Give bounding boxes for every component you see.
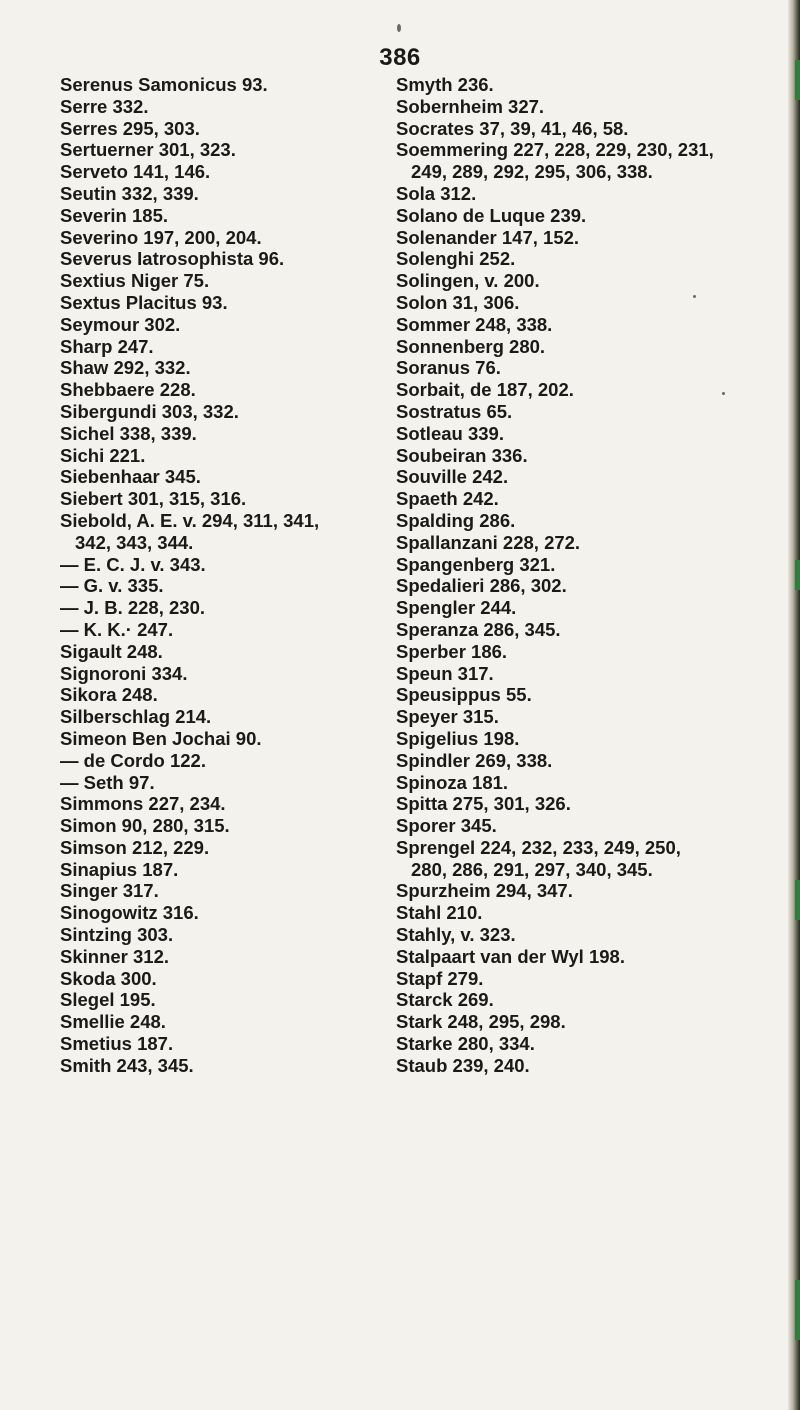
index-entry: Simson 212, 229. (60, 836, 210, 858)
index-entry: — J. B. 228, 230. (60, 597, 206, 619)
index-entry: Sinogowitz 316. (60, 902, 199, 924)
index-entry: — K. K.· 247. (60, 618, 174, 640)
index-entry: Socrates 37, 39, 41, 46, 58. (396, 117, 629, 139)
index-entry: 280, 286, 291, 297, 340, 345. (411, 858, 653, 880)
index-entry: Sharp 247. (60, 335, 154, 357)
left-column (60, 74, 440, 1077)
index-entry: Simeon Ben Jochai 90. (60, 727, 262, 749)
index-entry: Smyth 236. (396, 74, 494, 95)
index-entry: Spurzheim 294, 347. (396, 880, 573, 902)
index-entry: Sporer 345. (396, 815, 497, 837)
index-entry: Sigault 248. (60, 640, 163, 662)
index-entry: Seutin 332, 339. (60, 182, 199, 204)
index-entry: Skinner 312. (60, 945, 170, 967)
index-entry: Spaeth 242. (396, 488, 499, 510)
index-entry: Sextus Placitus 93. (60, 291, 228, 313)
index-entry: Sikora 248. (60, 684, 158, 706)
ink-speck (397, 24, 401, 32)
index-entry: Sobernheim 327. (396, 95, 545, 117)
index-entry: Sommer 248, 338. (396, 313, 553, 335)
index-entry: Sertuerner 301, 323. (60, 139, 236, 161)
index-entry: Serre 332. (60, 95, 149, 117)
page-number: 386 (379, 44, 421, 71)
spine-green-mark (795, 1280, 800, 1340)
index-entry: Sprengel 224, 232, 233, 249, 250, (396, 836, 681, 858)
index-entry: Sonnenberg 280. (396, 335, 546, 357)
index-entry: Starck 269. (396, 989, 494, 1011)
right-column (396, 74, 776, 1077)
index-entry: Smith 243, 345. (60, 1054, 194, 1076)
index-entry: Spinoza 181. (396, 771, 509, 793)
index-entry: Siebold, A. E. v. 294, 311, 341, (60, 509, 320, 531)
index-entry: Spindler 269, 338. (396, 749, 553, 771)
index-entry: Sextius Niger 75. (60, 270, 210, 292)
index-entry: Sorbait, de 187, 202. (396, 379, 574, 401)
spine-green-mark (795, 60, 800, 100)
index-entry: Severino 197, 200, 204. (60, 226, 262, 248)
index-entry: Solenghi 252. (396, 248, 516, 270)
index-entry: Shaw 292, 332. (60, 357, 191, 379)
index-entry: Soubeiran 336. (396, 444, 528, 466)
index-entry: Slegel 195. (60, 989, 156, 1011)
ink-speck (693, 295, 696, 298)
index-entry: Severus Iatrosophista 96. (60, 248, 285, 270)
index-entry: Sintzing 303. (60, 924, 174, 946)
index-entry: Speun 317. (396, 662, 494, 684)
index-entry: Spangenberg 321. (396, 553, 556, 575)
index-entry: Sola 312. (396, 182, 477, 204)
index-entry: Simon 90, 280, 315. (60, 815, 230, 837)
index-entry: Shebbaere 228. (60, 379, 196, 401)
spine-green-mark (795, 880, 800, 920)
index-entry: Solano de Luque 239. (396, 204, 587, 226)
index-entry: Siebert 301, 315, 316. (60, 488, 247, 510)
index-entry: Solenander 147, 152. (396, 226, 580, 248)
index-entry: Soemmering 227, 228, 229, 230, 231, (396, 139, 714, 161)
index-entry: — E. C. J. v. 343. (60, 553, 206, 575)
index-entry: Sotleau 339. (396, 422, 504, 444)
index-entry: Stahly, v. 323. (396, 924, 516, 946)
index-entry: Singer 317. (60, 880, 159, 902)
index-entry: — Seth 97. (60, 771, 155, 793)
index-entry: Sinapius 187. (60, 858, 179, 880)
index-entry: Speusippus 55. (396, 684, 532, 706)
index-entry: Smellie 248. (60, 1011, 166, 1033)
index-entry: Starke 280, 334. (396, 1033, 535, 1055)
index-entry: Spitta 275, 301, 326. (396, 793, 571, 815)
index-entry: Simmons 227, 234. (60, 793, 226, 815)
index-entry: Sostratus 65. (396, 400, 513, 422)
index-entry: Speyer 315. (396, 706, 499, 728)
index-entry: Sibergundi 303, 332. (60, 400, 239, 422)
index-entry: Solingen, v. 200. (396, 270, 540, 292)
index-entry: Solon 31, 306. (396, 291, 520, 313)
index-entry: 249, 289, 292, 295, 306, 338. (411, 161, 653, 183)
index-entry: Staub 239, 240. (396, 1054, 530, 1076)
spine-green-mark (795, 560, 800, 590)
index-entry: Stahl 210. (396, 902, 483, 924)
index-entry: — de Cordo 122. (60, 749, 206, 771)
index-entry: Stalpaart van der Wyl 198. (396, 945, 625, 967)
book-spine-edge (788, 0, 800, 1410)
index-entry: Signoroni 334. (60, 662, 188, 684)
index-entry: Soranus 76. (396, 357, 501, 379)
index-entry: Stark 248, 295, 298. (396, 1011, 566, 1033)
index-entry: — G. v. 335. (60, 575, 164, 597)
ink-speck (722, 392, 725, 395)
index-entry: Spalding 286. (396, 509, 516, 531)
index-entry: Speranza 286, 345. (396, 618, 561, 640)
index-entry: Sichi 221. (60, 444, 146, 466)
index-entry: Serveto 141, 146. (60, 161, 211, 183)
index-entry: Sichel 338, 339. (60, 422, 197, 444)
index-entry: Siebenhaar 345. (60, 466, 201, 488)
index-entry: Spallanzani 228, 272. (396, 531, 581, 553)
index-entry: Smetius 187. (60, 1033, 174, 1055)
index-entry: Souville 242. (396, 466, 509, 488)
index-entry: Spengler 244. (396, 597, 517, 619)
index-entry: Spigelius 198. (396, 727, 520, 749)
index-entry: Seymour 302. (60, 313, 181, 335)
index-entry: Spedalieri 286, 302. (396, 575, 567, 597)
index-entry: Silberschlag 214. (60, 706, 212, 728)
index-entry: Skoda 300. (60, 967, 157, 989)
index-entry: Sperber 186. (396, 640, 508, 662)
index-entry: Serres 295, 303. (60, 117, 200, 139)
index-entry: Serenus Samonicus 93. (60, 74, 268, 95)
index-entry: Severin 185. (60, 204, 168, 226)
index-entry: Stapf 279. (396, 967, 484, 989)
index-entry: 342, 343, 344. (75, 531, 194, 553)
